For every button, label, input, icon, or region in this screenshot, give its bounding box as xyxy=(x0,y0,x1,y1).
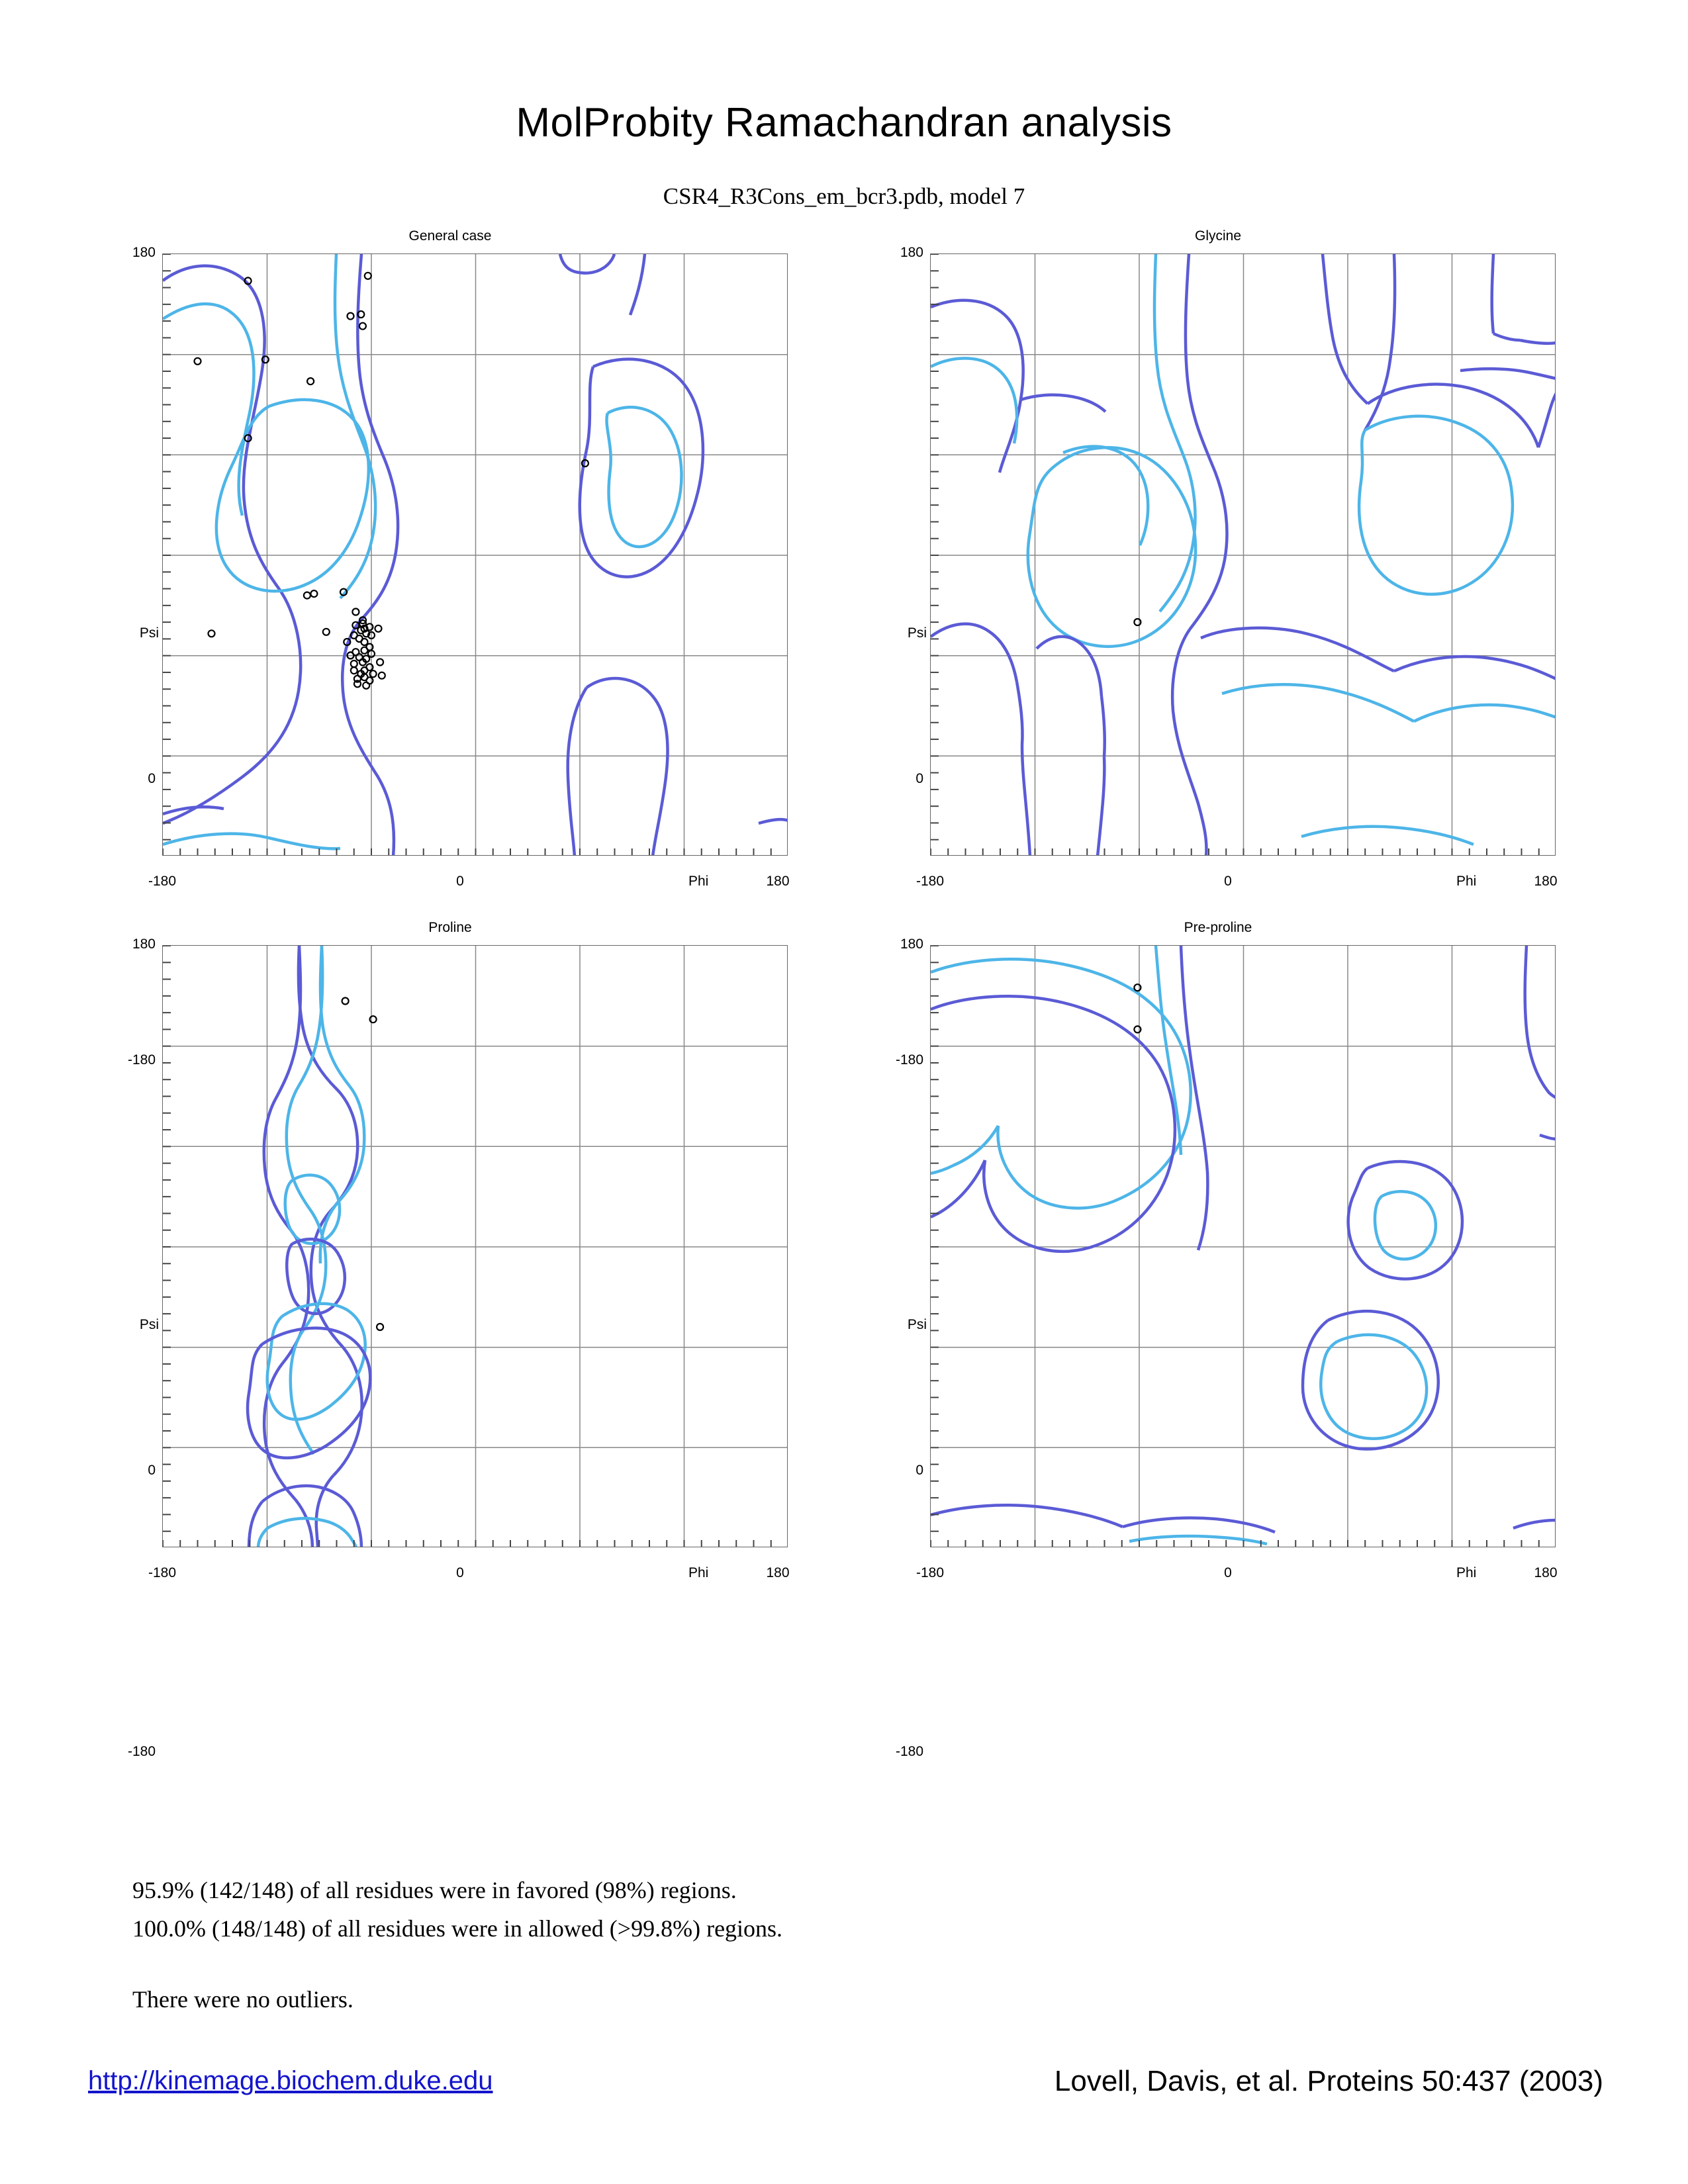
x-tick-0-pre-proline: 0 xyxy=(1224,1565,1232,1580)
plot-pre-proline[interactable] xyxy=(930,945,1556,1547)
page-title: MolProbity Ramachandran analysis xyxy=(516,100,1172,146)
y-tick-0-glycine: 0 xyxy=(915,771,923,786)
x-axis-label-glycine: Phi xyxy=(1456,874,1477,889)
panel-title-proline: Proline xyxy=(428,920,472,935)
y-axis-label-general: Psi xyxy=(139,625,159,641)
stats-allowed: 100.0% (148/148) of all residues were in allowed (>99.8%) regions. xyxy=(132,1915,783,1942)
x-tick-180-general: 180 xyxy=(766,874,790,889)
panel-title-general-case: General case xyxy=(408,228,492,244)
panel-pre-proline xyxy=(880,920,1558,1759)
x-tick-neg180-proline: -180 xyxy=(148,1565,177,1580)
x-tick-0-general: 0 xyxy=(456,874,464,889)
y-tick-neg180-proline: -180 xyxy=(127,1744,156,1759)
y-tick-180-general: 180 xyxy=(132,245,156,260)
y-tick-0-pre-proline: 0 xyxy=(915,1463,923,1478)
y-tick-neg180-general: -180 xyxy=(127,1052,156,1068)
y-tick-180-proline: 180 xyxy=(132,936,156,952)
y-tick-180-glycine: 180 xyxy=(900,245,923,260)
y-tick-neg180-pre-proline: -180 xyxy=(895,1744,923,1759)
y-tick-180-pre-proline: 180 xyxy=(900,936,923,952)
y-tick-neg180-glycine: -180 xyxy=(895,1052,923,1068)
page-subtitle: CSR4_R3Cons_em_bcr3.pdb, model 7 xyxy=(663,183,1025,209)
x-axis-label-pre-proline: Phi xyxy=(1456,1565,1477,1580)
citation-text: Lovell, Davis, et al. Proteins 50:437 (2003) xyxy=(1054,2065,1603,2097)
x-tick-neg180-general: -180 xyxy=(148,874,177,889)
y-axis-label-pre-proline: Psi xyxy=(907,1317,927,1332)
y-tick-0-proline: 0 xyxy=(148,1463,156,1478)
stats-outliers: There were no outliers. xyxy=(132,1986,353,2013)
x-tick-180-glycine: 180 xyxy=(1534,874,1558,889)
y-axis-label-glycine: Psi xyxy=(907,625,927,641)
plot-general-case[interactable] xyxy=(162,253,788,856)
x-tick-0-glycine: 0 xyxy=(1224,874,1232,889)
panel-proline xyxy=(113,920,790,1759)
stats-favored: 95.9% (142/148) of all residues were in favored (98%) regions. xyxy=(132,1877,737,1903)
y-axis-label-proline: Psi xyxy=(139,1317,159,1332)
x-tick-neg180-pre-proline: -180 xyxy=(915,1565,945,1580)
x-tick-0-proline: 0 xyxy=(456,1565,464,1580)
kinemage-link[interactable]: http://kinemage.biochem.duke.edu xyxy=(88,2066,493,2095)
x-tick-180-proline: 180 xyxy=(766,1565,790,1580)
panel-title-pre-proline: Pre-proline xyxy=(1184,920,1252,935)
panel-title-glycine: Glycine xyxy=(1194,228,1242,244)
plot-proline[interactable] xyxy=(162,945,788,1547)
x-tick-neg180-glycine: -180 xyxy=(915,874,945,889)
y-tick-0-general: 0 xyxy=(148,771,156,786)
x-tick-180-pre-proline: 180 xyxy=(1534,1565,1558,1580)
plot-glycine[interactable] xyxy=(930,253,1556,856)
x-axis-label-proline: Phi xyxy=(688,1565,709,1580)
x-axis-label-general: Phi xyxy=(688,874,709,889)
